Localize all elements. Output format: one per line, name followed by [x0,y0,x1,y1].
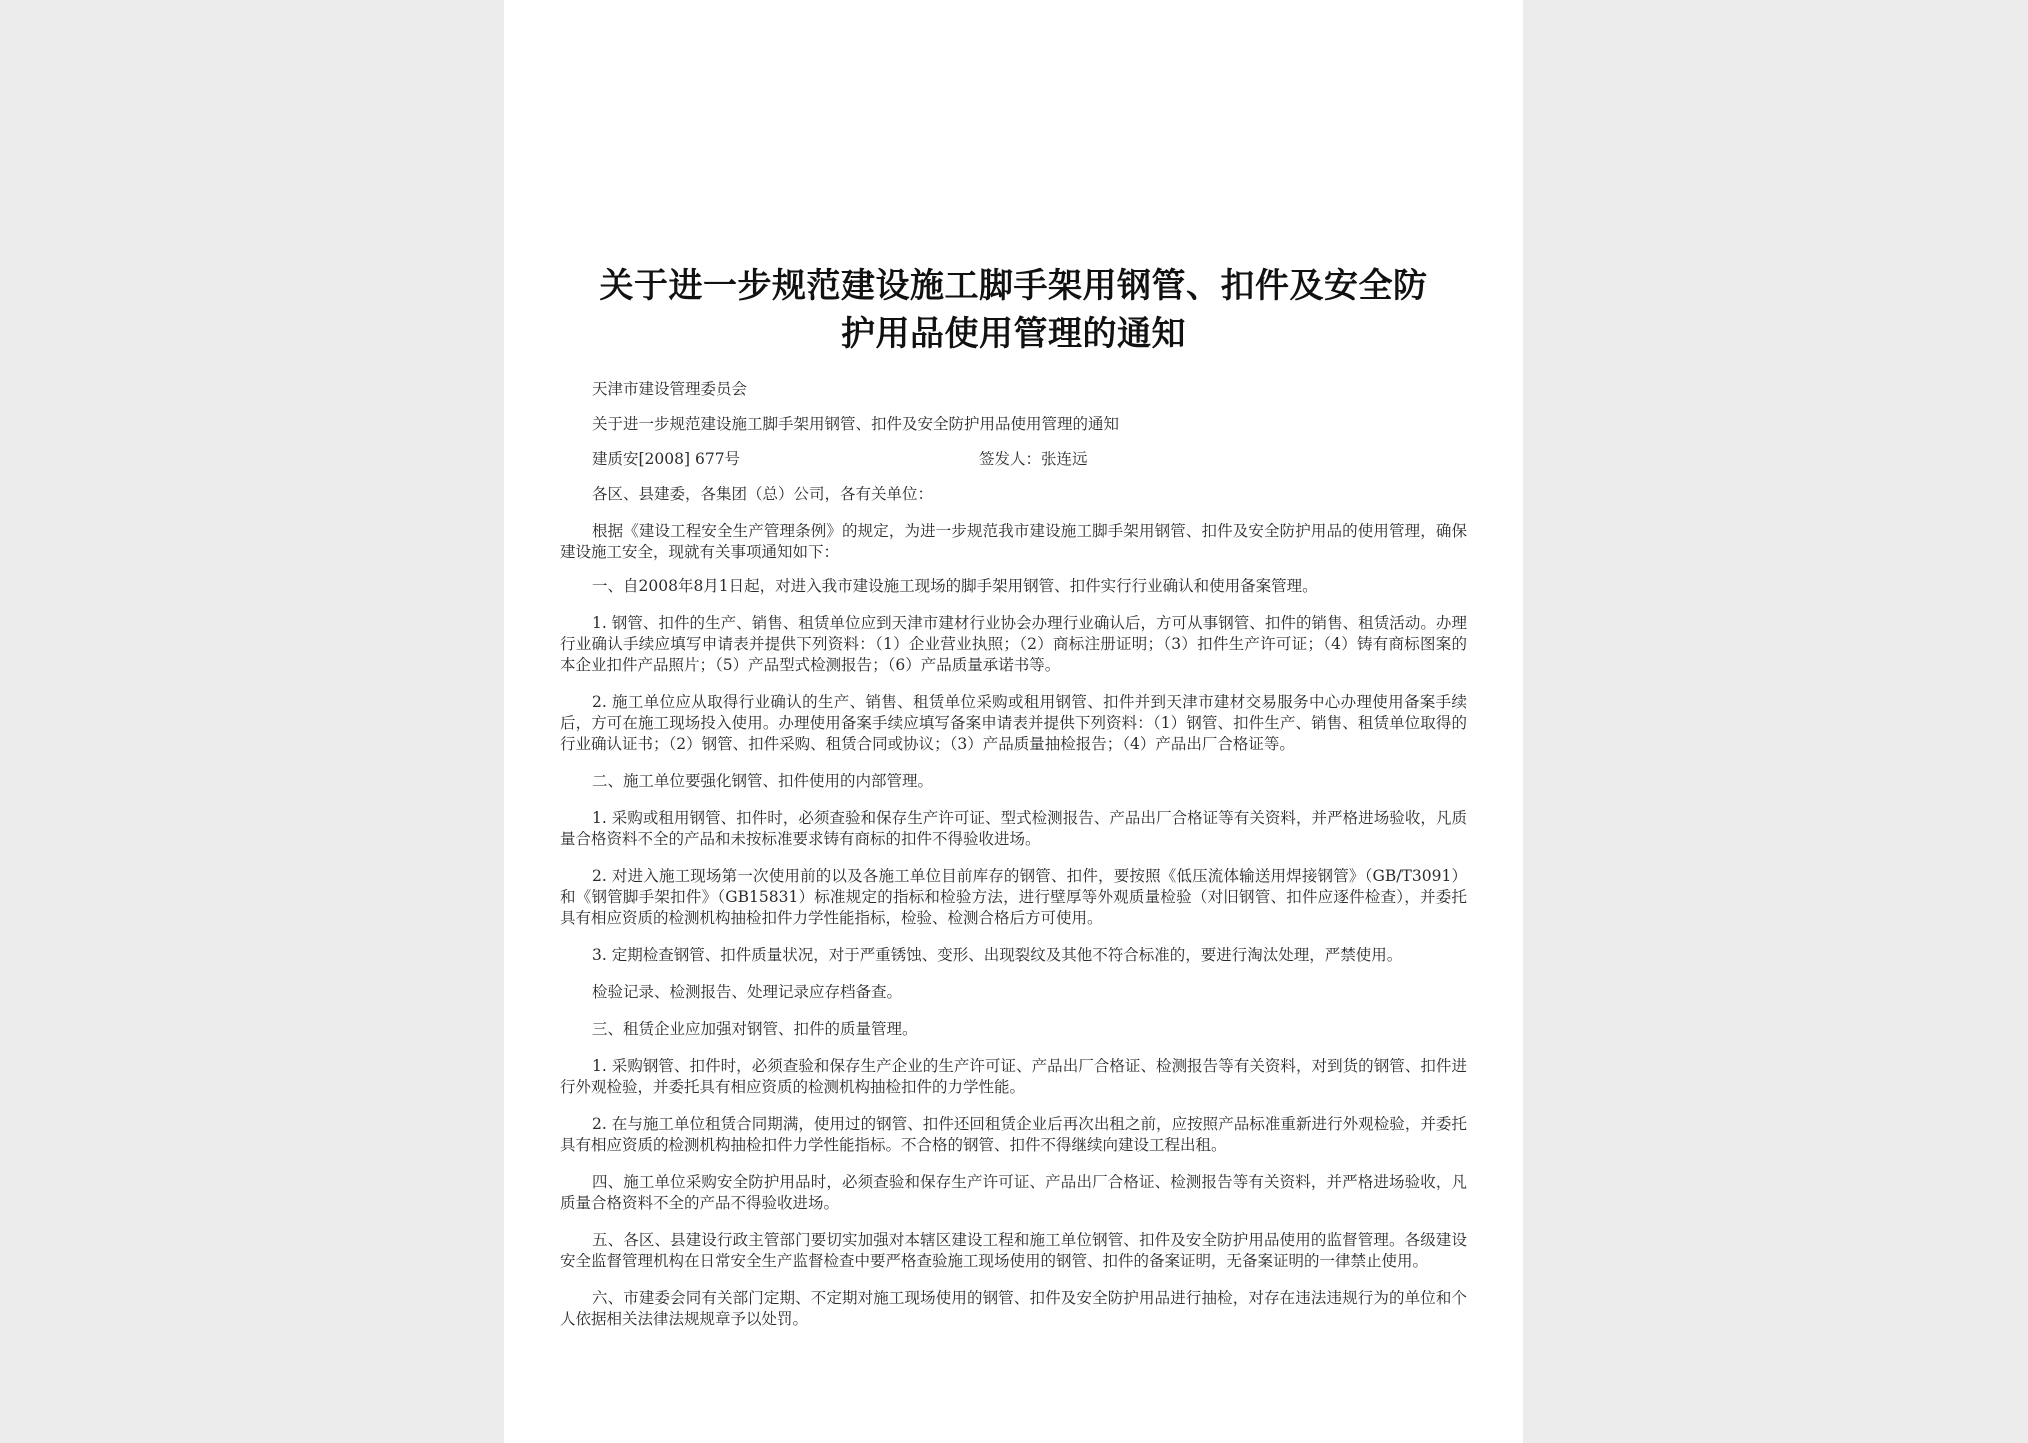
paragraph: 六、市建委会同有关部门定期、不定期对施工现场使用的钢管、扣件及安全防护用品进行抽检，对存在违法违规行为的单位和个人依据相关法律法规规章予以处罚。 [560,1289,1467,1328]
document-title [560,262,1467,358]
document-subtitle: 关于进一步规范建设施工脚手架用钢管、扣件及安全防护用品使用管理的通知 [592,415,1120,433]
paragraph: 检验记录、检测报告、处理记录应存档备查。 [592,983,903,1001]
issuer: 天津市建设管理委员会 [592,380,748,398]
paragraph: 1. 采购或租用钢管、扣件时，必须查验和保存生产许可证、型式检测报告、产品出厂合格证等有关资料，并严格进场验收，凡质量合格资料不全的产品和未按标准要求铸有商标的扣件不得验收进场。 [560,809,1467,848]
paragraph: 二、施工单位要强化钢管、扣件使用的内部管理。 [592,772,934,790]
paragraph: 1. 采购钢管、扣件时，必须查验和保存生产企业的生产许可证、产品出厂合格证、检测报告等有关资料，对到货的钢管、扣件进行外观检验，并委托具有相应资质的检测机构抽检扣件的力学性能。 [560,1057,1467,1096]
paragraph: 一、自2008年8月1日起，对进入我市建设施工现场的脚手架用钢管、扣件实行行业确认和使用备案管理。 [592,577,1318,595]
paragraph: 2. 对进入施工现场第一次使用前的以及各施工单位目前库存的钢管、扣件，要按照《低压流体输送用焊接钢管》（GB/T3091）和《钢管脚手架扣件》（GB15831）标准规定的指标和检验方法，进行壁厚等外观质量检验（对旧钢管、扣件应逐件检查），并委托具有相应资质的检测机构抽检扣件力学性能指标，检验、检测合格后方可使用。 [560,867,1467,927]
paragraph: 根据《建设工程安全生产管理条例》的规定，为进一步规范我市建设施工脚手架用钢管、扣件及安全防护用品的使用管理，确保建设施工安全，现就有关事项通知如下： [560,522,1467,561]
title-line-1: 关于进一步规范建设施工脚手架用钢管、扣件及安全防 [599,266,1428,306]
signer: 签发人：张连远 [979,450,1088,468]
paragraph: 三、租赁企业应加强对钢管、扣件的质量管理。 [592,1020,918,1038]
salutation: 各区、县建委，各集团（总）公司，各有关单位： [592,485,934,503]
document-number-line [560,448,1467,470]
paragraph: 2. 在与施工单位租赁合同期满，使用过的钢管、扣件还回租赁企业后再次出租之前，应按照产品标准重新进行外观检验，并委托具有相应资质的检测机构抽检扣件力学性能指标。不合格的钢管、扣件不得继续向建设工程出租。 [560,1115,1467,1154]
title-line-2: 护用品使用管理的通知 [841,314,1186,354]
paragraph: 五、各区、县建设行政主管部门要切实加强对本辖区建设工程和施工单位钢管、扣件及安全防护用品使用的监督管理。各级建设安全监督管理机构在日常安全生产监督检查中要严格查验施工现场使用的钢管、扣件的备案证明，无备案证明的一律禁止使用。 [560,1231,1467,1270]
document-number: 建质安[2008] 677号 [592,450,741,468]
paragraph: 3. 定期检查钢管、扣件质量状况，对于严重锈蚀、变形、出现裂纹及其他不符合标准的，要进行淘汰处理，严禁使用。 [592,946,1403,964]
paragraph: 2. 施工单位应从取得行业确认的生产、销售、租赁单位采购或租用钢管、扣件并到天津市建材交易服务中心办理使用备案手续后，方可在施工现场投入使用。办理使用备案手续应填写备案申请表并提供下列资料：（1）钢管、扣件生产、销售、租赁单位取得的行业确认证书；（2）钢管、扣件采购、租赁合同或协议；（3）产品质量抽检报告；（4）产品出厂合格证等。 [560,693,1467,753]
paragraph: 四、施工单位采购安全防护用品时，必须查验和保存生产许可证、产品出厂合格证、检测报告等有关资料，并严格进场验收，凡质量合格资料不全的产品不得验收进场。 [560,1173,1467,1212]
paragraph: 1. 钢管、扣件的生产、销售、租赁单位应到天津市建材行业协会办理行业确认后，方可从事钢管、扣件的销售、租赁活动。办理行业确认手续应填写申请表并提供下列资料：（1）企业营业执照；（2）商标注册证明；（3）扣件生产许可证；（4）铸有商标图案的本企业扣件产品照片；（5）产品型式检测报告；（6）产品质量承诺书等。 [560,614,1467,674]
document-page [504,0,1523,1443]
